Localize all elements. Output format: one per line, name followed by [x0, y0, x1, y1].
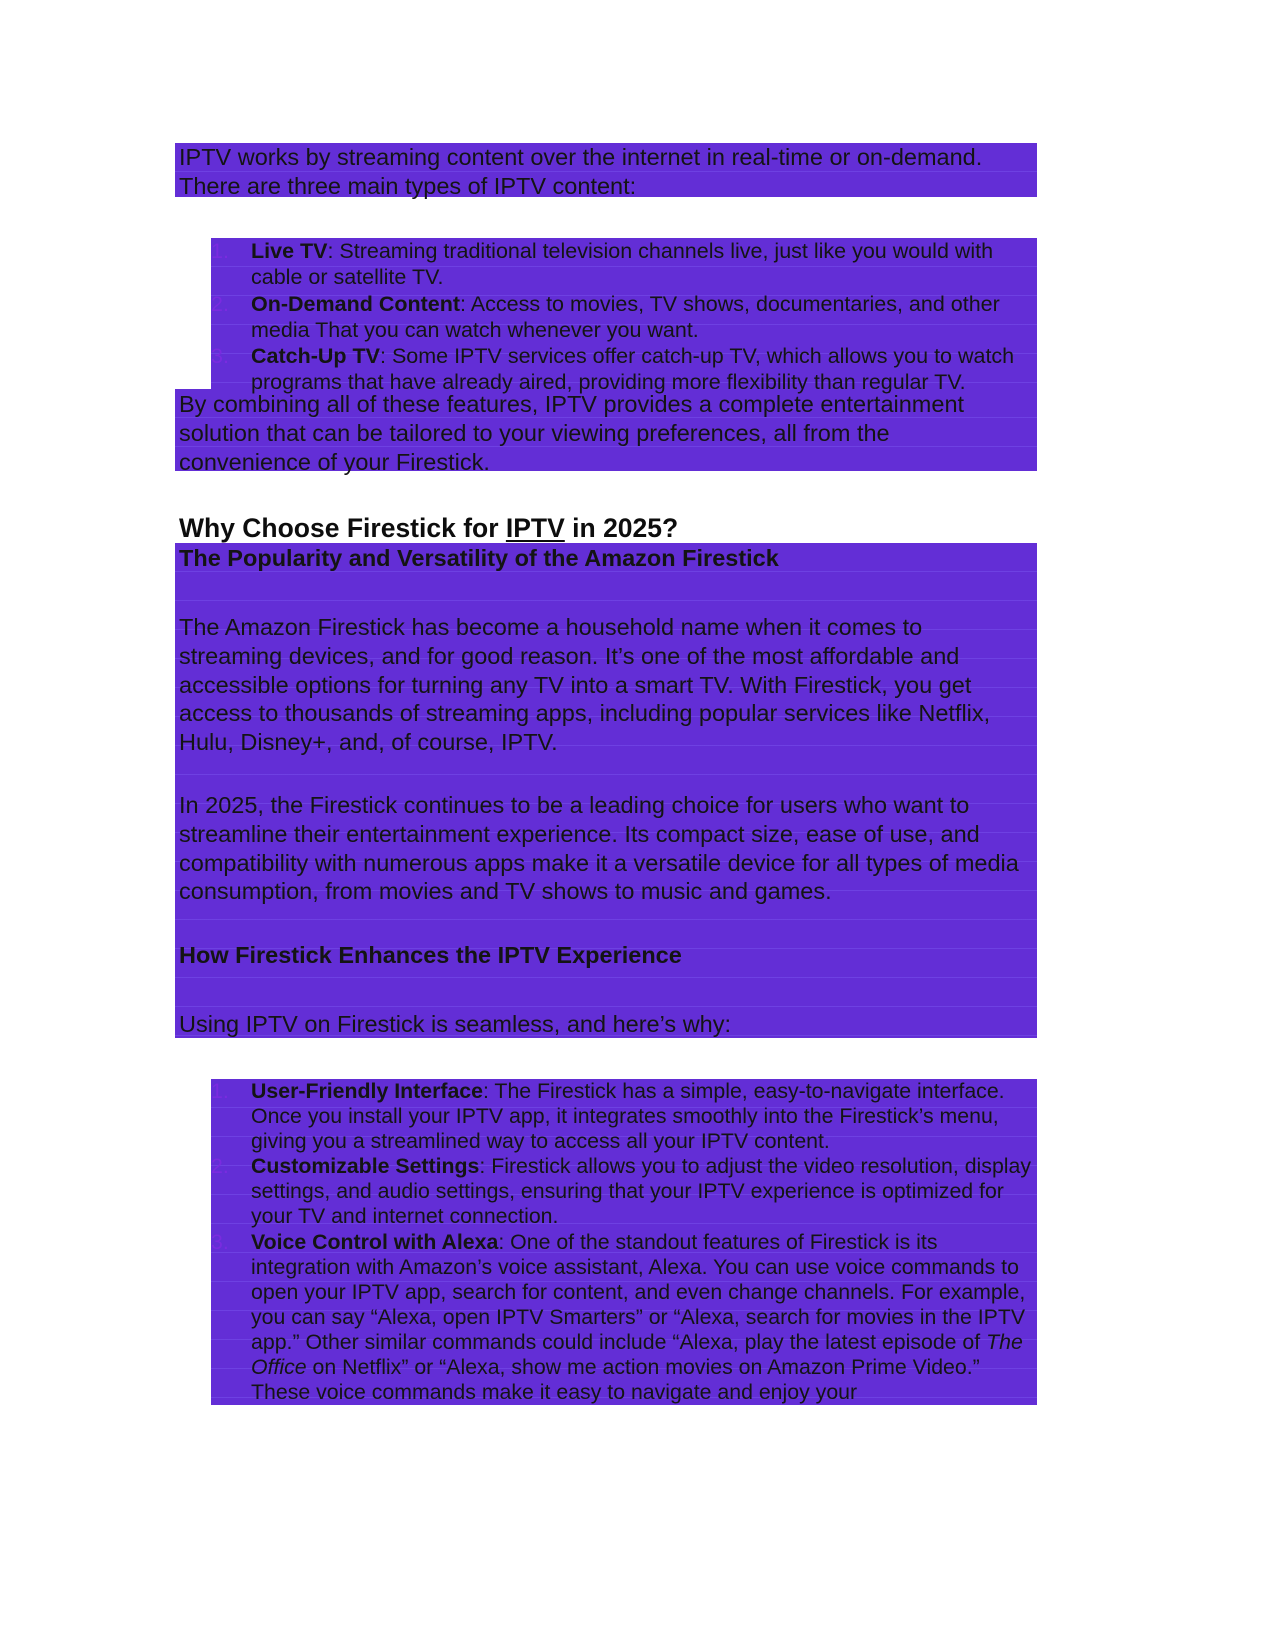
- list-item: [211, 343, 1033, 396]
- iptv-types-list: [211, 238, 1033, 396]
- list-number: 2.: [211, 291, 229, 316]
- firestick-features-list: [211, 1079, 1033, 1405]
- heading-text-before: Why Choose Firestick for: [179, 513, 506, 543]
- firestick-paragraph-1: The Amazon Firestick has become a household name when it comes to streaming devices, and for good reason. It’s one of the most affordable and accessible options for turning any TV into a smart TV. With Firestick, you get access to thousands of streaming apps, including popular services like Netflix, Hulu, Disney+, and, of course, IPTV.: [179, 614, 991, 756]
- intro-paragraph: IPTV works by streaming content over the internet in real-time or on-demand. There are three main types of IPTV content:: [179, 144, 983, 199]
- section-enhances-title: How Firestick Enhances the IPTV Experience: [179, 942, 682, 968]
- list-term: Live TV: [251, 239, 328, 263]
- list-term: Customizable Settings: [251, 1154, 480, 1179]
- firestick-paragraph-2: In 2025, the Firestick continues to be a leading choice for users who want to streamline their entertainment experience. Its compact size, ease of use, and compatibility with numerous apps make it a versatile device for all types of media consumption, from movies and TV shows to music and games.: [179, 792, 1019, 905]
- list-number: 1.: [211, 1079, 229, 1103]
- list-number: 2.: [211, 1154, 229, 1179]
- list-text: : Streaming traditional television channels live, just like you would with cable or satellite TV.: [251, 239, 994, 290]
- list-number: 3.: [211, 1229, 229, 1254]
- section-popularity-title: The Popularity and Versatility of the Amazon Firestick: [179, 545, 779, 571]
- list-text: : Firestick allows you to adjust the video resolution, display settings, and audio settings, ensuring that your IPTV experience is optimized for your TV and internet connection.: [251, 1154, 1032, 1229]
- list-item: [211, 1230, 1033, 1406]
- list-item: [211, 1079, 1033, 1154]
- list-number: 3.: [211, 344, 229, 369]
- page-heading: [179, 512, 1029, 544]
- list-text: on Netflix” or “Alexa, show me action movies on Amazon Prime Video.” These voice commands make it easy to navigate and enjoy your: [251, 1355, 980, 1405]
- show-title: The Office: [251, 1329, 1023, 1380]
- list-number: 1.: [211, 239, 229, 263]
- list-text: : The Firestick has a simple, easy-to-navigate interface. Once you install your IPTV app, it integrates smoothly into the Firestick’s menu, giving you a streamlined way to access all your IPTV content.: [251, 1079, 1005, 1154]
- list-item: [211, 238, 1033, 291]
- list-term: Catch-Up TV: [251, 344, 380, 369]
- seamless-paragraph: Using IPTV on Firestick is seamless, and here’s why:: [179, 1011, 732, 1037]
- heading-text-after: in 2025?: [564, 513, 679, 543]
- list-item: [211, 291, 1033, 344]
- iptv-link[interactable]: IPTV: [505, 513, 565, 543]
- list-term: Voice Control with Alexa: [251, 1229, 499, 1254]
- list-text: : Some IPTV services offer catch-up TV, which allows you to watch programs that have already aired, providing more flexibility than regular TV.: [251, 344, 1015, 395]
- list-term: On-Demand Content: [251, 291, 461, 316]
- list-text: : One of the standout features of Firestick is its integration with Amazon’s voice assistant, Alexa. You can use voice commands to open your IPTV app, search for content, and even change channels. For example, you can say “Alexa, open IPTV Smarters” or “Alexa, search for movies in the IPTV app.” Other similar commands could include “Alexa, play the latest episode of: [251, 1229, 1026, 1354]
- list-text: : Access to movies, TV shows, documentaries, and other media That you can watch whenever you want.: [251, 291, 1000, 342]
- list-term: User-Friendly Interface: [251, 1079, 483, 1103]
- combining-paragraph: By combining all of these features, IPTV provides a complete entertainment solution that can be tailored to your viewing preferences, all from the convenience of your Firestick.: [179, 391, 965, 475]
- list-item: [211, 1154, 1033, 1229]
